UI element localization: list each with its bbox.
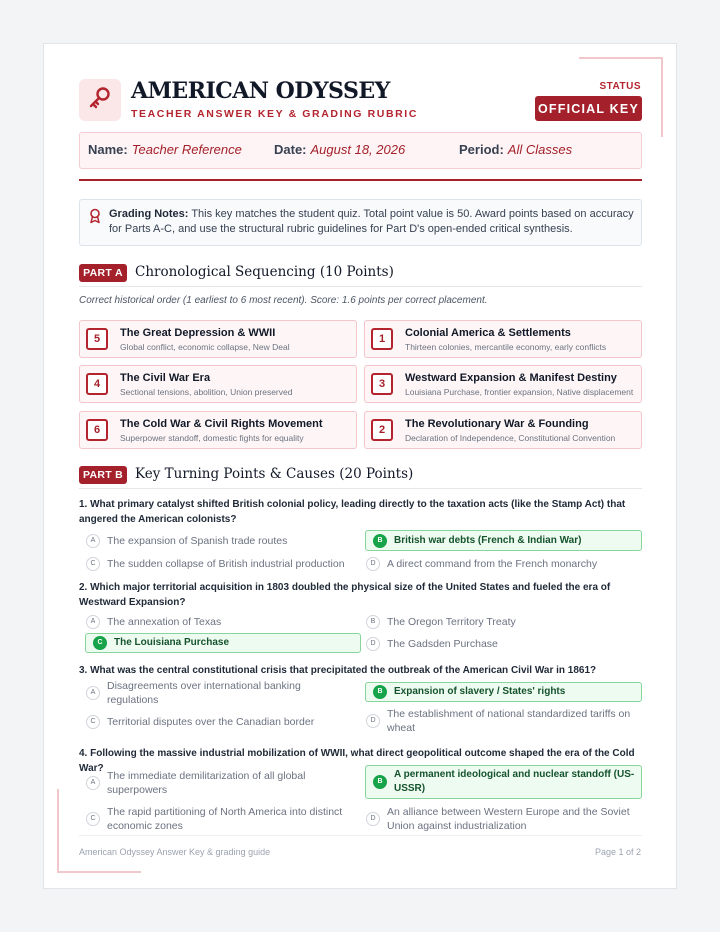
question-4-text: 4. Following the massive industrial mobilization of WWII, what direct geopolitical outcome shaped the era of the Cold War? [79,748,635,774]
option-text: A direct command from the French monarchy [387,558,598,570]
footer-page-number: Page 1 of 2 [594,847,641,857]
sequence-number: 3 [371,373,393,395]
part-b-badge: PART B [79,466,127,484]
sequence-subtitle: Superpower standoff, domestic fights for equality [120,433,304,443]
sequence-title: The Great Depression & WWII [120,327,276,339]
option-text: The establishment of national standardized tariffs on wheat [387,708,631,734]
question-4-option-c [79,803,349,835]
question-4-option-b-correct [365,765,642,799]
sequence-title: Westward Expansion & Manifest Destiny [405,372,617,384]
question-3-option-c [79,712,354,732]
sequence-title: The Revolutionary War & Founding [405,418,589,430]
meta-period [459,142,572,157]
option-text: The immediate demilitarization of all global superpowers [107,770,306,796]
option-letter: B [373,685,387,699]
option-letter: B [373,534,387,548]
option-letter: A [86,686,100,700]
question-3-option-a [79,680,354,706]
date-value: August 18, 2026 [310,142,406,157]
question-1-text: 1. What primary catalyst shifted British colonial policy, leading directly to the taxation acts (like the Stamp Act) that angered the American colonists? [79,499,626,525]
option-text: Expansion of slavery / States' rights [394,686,566,697]
sequence-number: 6 [86,419,108,441]
part-b-title: Key Turning Points & Causes (20 Points) [135,466,414,482]
option-text: British war debts (French & Indian War) [394,534,582,546]
option-letter: C [86,557,100,571]
option-letter: D [366,637,380,651]
question-2-option-c-correct [85,633,361,653]
option-letter: A [86,776,100,790]
logo-badge [79,79,121,121]
part-b-divider [79,488,642,489]
option-text: The Gadsden Purchase [387,638,498,650]
name-label: Name: [88,142,128,157]
option-letter: D [366,557,380,571]
option-text: Territorial disputes over the Canadian border [107,716,315,728]
sequence-number: 1 [371,328,393,350]
option-text: The sudden collapse of British industrial production [107,558,345,570]
status-badge: OFFICIAL KEY [535,96,642,121]
question-1-option-b-correct [365,530,642,551]
header-divider [79,179,642,181]
sequence-title: The Cold War & Civil Rights Movement [120,418,323,430]
question-3-option-b-correct [365,682,642,702]
part-a-title: Chronological Sequencing (10 Points) [135,264,394,280]
grading-notes-label: Grading Notes: [109,208,189,220]
option-letter: D [366,714,380,728]
sequence-number: 4 [86,373,108,395]
sequence-subtitle: Louisiana Purchase, frontier expansion, Native displacement [405,387,634,397]
question-1-option-d [359,554,634,574]
period-label: Period: [459,142,504,157]
option-letter: B [373,775,387,789]
option-text: The Oregon Territory Treaty [387,616,516,628]
grading-notes-body: This key matches the student quiz. Total point value is 50. Award points based on accuracy for Parts A-C, and use the structural rubric guidelines for Part D's open-ended critical synthesis. [109,208,634,235]
option-letter: C [86,715,100,729]
document-subtitle: TEACHER ANSWER KEY & GRADING RUBRIC [131,108,419,120]
sequence-card [79,320,357,358]
part-a-badge: PART A [79,264,127,282]
option-letter: A [86,615,100,629]
sequence-number: 2 [371,419,393,441]
meta-date [274,142,405,157]
sequence-title: The Civil War Era [120,372,211,384]
option-text: The rapid partitioning of North America into distinct economic zones [107,806,343,832]
footer-divider [79,835,642,836]
option-letter: C [86,812,100,826]
option-letter: B [366,615,380,629]
sequence-card [364,320,642,358]
option-letter: A [86,534,100,548]
part-a-description: Correct historical order (1 earliest to 6 most recent). Score: 1.6 points per correct placement. [79,295,488,306]
option-letter: C [93,636,107,650]
document-title: AMERICAN ODYSSEY [131,78,390,104]
name-value: Teacher Reference [131,142,242,157]
date-label: Date: [274,142,307,157]
key-icon [86,84,114,117]
option-text: The expansion of Spanish trade routes [107,535,288,547]
sequence-subtitle: Declaration of Independence, Constitutional Convention [405,433,616,443]
question-1-option-a [79,531,354,551]
sequence-subtitle: Sectional tensions, abolition, Union preserved [120,387,293,397]
sequence-subtitle: Global conflict, economic collapse, New Deal [120,342,290,352]
option-text: The annexation of Texas [107,616,222,628]
award-ribbon-icon [89,208,101,229]
meta-name [88,142,242,157]
option-text: A permanent ideological and nuclear standoff (US-USSR) [394,769,635,794]
question-3-text: 3. What was the central constitutional crisis that precipitated the outbreak of the American Civil War in 1861? [79,665,597,676]
question-1-option-c [79,554,354,574]
sequence-number: 5 [86,328,108,350]
sequence-card [79,411,357,449]
option-letter: D [366,812,380,826]
part-a-divider [79,286,642,287]
sequence-card [364,411,642,449]
option-text: An alliance between Western Europe and the Soviet Union against industrialization [387,806,630,832]
status-label: STATUS [599,81,641,92]
question-4-option-d [359,803,642,835]
footer-document-name: American Odyssey Answer Key & grading guide [79,847,271,857]
question-2-option-a [79,612,354,632]
option-text: The Louisiana Purchase [114,637,230,648]
question-2-option-d [359,634,634,654]
sequence-title: Colonial America & Settlements [405,327,571,339]
question-2-text: 2. Which major territorial acquisition in 1803 doubled the physical size of the United States and fueled the era of Westward Expansion? [79,582,611,608]
sequence-card [364,365,642,403]
question-2-option-b [359,612,634,632]
sequence-card [79,365,357,403]
sequence-subtitle: Thirteen colonies, mercantile economy, early conflicts [405,342,607,352]
period-value: All Classes [507,142,573,157]
question-3-option-d [359,705,642,737]
question-4-option-a [79,770,354,796]
option-text: Disagreements over international banking regulations [107,680,301,706]
grading-notes-text [109,207,634,237]
